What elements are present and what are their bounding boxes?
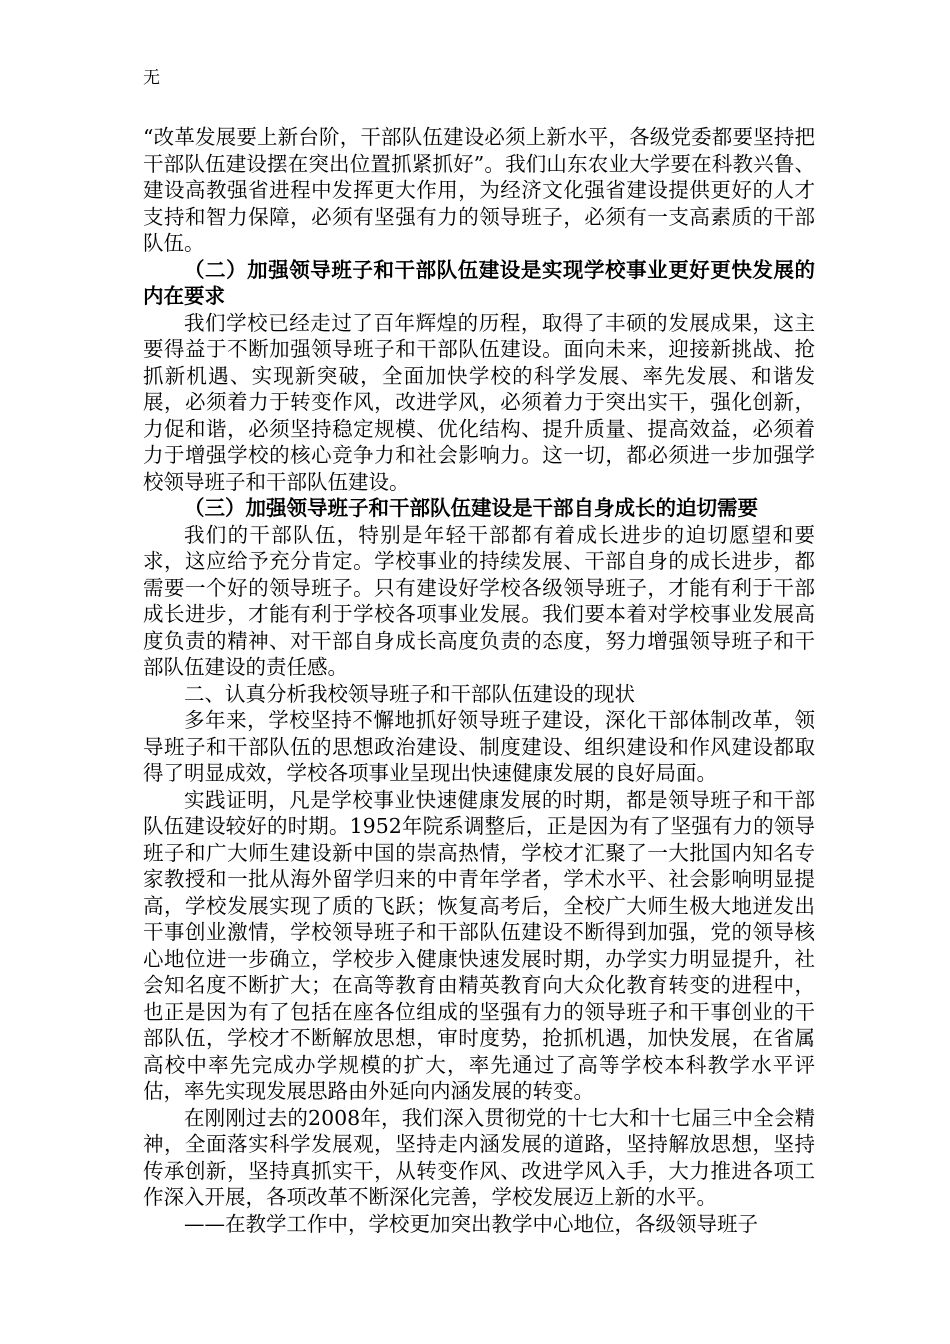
paragraph: 我们学校已经走过了百年辉煌的历程，取得了丰硕的发展成果，这主要得益于不断加强领导班子和干部队伍建设。面向未来，迎接新挑战、抢抓新机遇、实现新突破，全面加快学校的科学发展、率先发展、和谐发展，必须着力于转变作风，改进学风，必须着力于突出实干，强化创新，力促和谐，必须坚持稳定规模、优化结构、提升质量、提高效益，必须着力于增强学校的核心竞争力和社会影响力。这一切，都必须进一步加强学校领导班子和干部队伍建设。 — [143, 310, 815, 494]
paragraph: 我们的干部队伍，特别是年轻干部都有着成长进步的迫切愿望和要求，这应给予充分肯定。学校事业的持续发展、干部自身的成长进步，都需要一个好的领导班子。只有建设好学校各级领导班子，才能有利于干部成长进步，才能有利于学校各项事业发展。我们要本着对学校事业发展高度负责的精神、对干部自身成长高度负责的态度，努力增强领导班子和干部队伍建设的责任感。 — [143, 522, 815, 679]
paragraph: 多年来，学校坚持不懈地抓好领导班子建设，深化干部体制改革，领导班子和干部队伍的思想政治建设、制度建设、组织建设和作风建设都取得了明显成效，学校各项事业呈现出快速健康发展的良好局面。 — [143, 708, 815, 785]
section-heading-3: （三）加强领导班子和干部队伍建设是干部自身成长的迫切需要 — [184, 496, 758, 520]
paragraph-intro-quote: “改革发展要上新台阶，干部队伍建设必须上新水平，各级党委都要坚持把干部队伍建设摆在突出位置抓紧抓好”。我们山东农业大学要在科教兴鲁、建设高教强省进程中发挥更大作用，为经济文化强省建设提供更好的人才支持和智力保障，必须有坚强有力的领导班子，必须有一支高素质的干部队伍。 — [143, 125, 815, 255]
paragraph: 在刚刚过去的2008年，我们深入贯彻党的十七大和十七届三中全会精神，全面落实科学发展观，坚持走内涵发展的道路，坚持解放思想，坚持传承创新，坚持真抓实干，从转变作风、改进学风入手，大力推进各项工作深入开展，各项改革不断深化完善，学校发展迈上新的水平。 — [143, 1105, 815, 1209]
paragraph-teaching: ——在教学工作中，学校更加突出教学中心地位，各级领导班子 — [184, 1211, 758, 1236]
section-heading-2: （二）加强领导班子和干部队伍建设是实现学校事业更好更快发展的内在要求 — [143, 257, 815, 308]
document-body — [143, 124, 815, 1237]
chapter-heading-2: 二、认真分析我校领导班子和干部队伍建设的现状 — [184, 681, 635, 706]
paragraph: 实践证明，凡是学校事业快速健康发展的时期，都是领导班子和干部队伍建设较好的时期。1952年院系调整后，正是因为有了坚强有力的领导班子和广大师生建设新中国的崇高热情，学校才汇聚了一大批国内知名专家教授和一批从海外留学归来的中青年学者，学术水平、社会影响明显提高，学校发展实现了质的飞跃；恢复高考后，全校广大师生极大地迸发出干事创业激情，学校领导班子和干部队伍建设不断得到加强，党的领导核心地位进一步确立，学校步入健康快速发展时期，办学实力明显提升，社会知名度不断扩大；在高等教育由精英教育向大众化教育转变的进程中，也正是因为有了包括在座各位组成的坚强有力的领导班子和干事创业的干部队伍，学校才不断解放思想，审时度势，抢抓机遇，加快发展，在省属高校中率先完成办学规模的扩大，率先通过了高等学校本科教学水平评估，率先实现发展思路由外延向内涵发展的转变。 — [143, 787, 815, 1103]
page-header-mark: 无 — [143, 68, 160, 88]
